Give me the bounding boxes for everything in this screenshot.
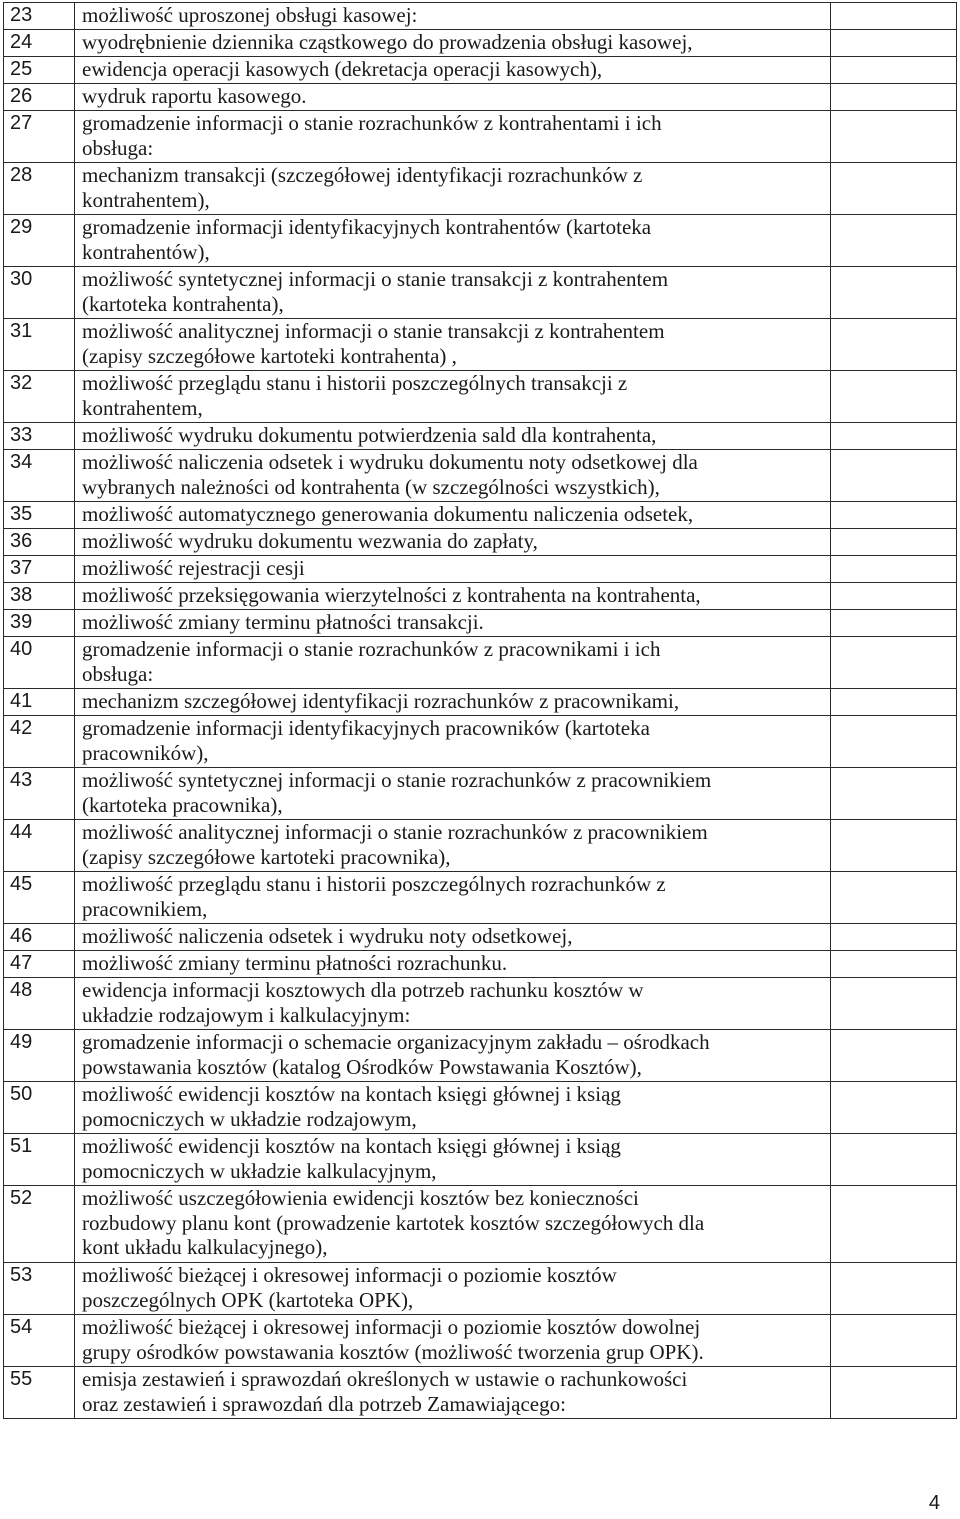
empty-cell bbox=[831, 1186, 957, 1263]
row-number: 52 bbox=[4, 1186, 75, 1263]
requirement-text bbox=[75, 978, 831, 1030]
requirement-text bbox=[75, 951, 831, 978]
requirement-text bbox=[75, 215, 831, 267]
requirement-line: możliwość uproszonej obsługi kasowej: bbox=[82, 3, 418, 27]
requirement-line: kontrahentem, bbox=[82, 395, 203, 420]
table-row bbox=[4, 319, 957, 371]
empty-cell bbox=[831, 1367, 957, 1419]
requirement-line: możliwość ewidencji kosztów na kontach księgi głównej i ksiąg bbox=[82, 1134, 621, 1158]
requirement-text bbox=[75, 820, 831, 872]
table-row bbox=[4, 951, 957, 978]
empty-cell bbox=[831, 163, 957, 215]
requirement-line: powstawania kosztów (katalog Ośrodków Powstawania Kosztów), bbox=[82, 1054, 642, 1079]
requirement-text bbox=[75, 1030, 831, 1082]
requirement-line: możliwość syntetycznej informacji o stanie transakcji z kontrahentem bbox=[82, 267, 669, 291]
requirement-line: grupy ośrodków powstawania kosztów (możliwość tworzenia grup OPK). bbox=[82, 1339, 704, 1364]
requirement-line: (kartoteka pracownika), bbox=[82, 792, 283, 817]
requirement-line: możliwość wydruku dokumentu wezwania do zapłaty, bbox=[82, 529, 538, 553]
requirement-line: kont układu kalkulacyjnego), bbox=[82, 1235, 328, 1259]
row-number: 54 bbox=[4, 1315, 75, 1367]
requirement-line: możliwość zmiany terminu płatności rozrachunku. bbox=[82, 951, 508, 975]
table-row bbox=[4, 689, 957, 716]
row-number: 23 bbox=[4, 3, 75, 30]
requirement-text bbox=[75, 1263, 831, 1315]
table-row bbox=[4, 30, 957, 57]
table-row bbox=[4, 371, 957, 423]
empty-cell bbox=[831, 1263, 957, 1315]
table-row bbox=[4, 529, 957, 556]
table-row bbox=[4, 1186, 957, 1263]
table-row bbox=[4, 637, 957, 689]
requirement-line: (zapisy szczegółowe kartoteki kontrahenta) , bbox=[82, 343, 457, 368]
row-number: 40 bbox=[4, 637, 75, 689]
requirement-text bbox=[75, 1082, 831, 1134]
row-number: 28 bbox=[4, 163, 75, 215]
requirement-line: kontrahentów), bbox=[82, 239, 210, 264]
table-row bbox=[4, 57, 957, 84]
requirement-line: pracownikiem, bbox=[82, 896, 208, 921]
row-number: 51 bbox=[4, 1134, 75, 1186]
empty-cell bbox=[831, 215, 957, 267]
table-row bbox=[4, 716, 957, 768]
requirement-line: możliwość zmiany terminu płatności transakcji. bbox=[82, 610, 484, 634]
requirement-line: mechanizm szczegółowej identyfikacji rozrachunków z pracownikami, bbox=[82, 689, 680, 713]
row-number: 45 bbox=[4, 872, 75, 924]
requirement-line: wybranych należności od kontrahenta (w szczególności wszystkich), bbox=[82, 474, 660, 499]
table-row bbox=[4, 1263, 957, 1315]
requirement-line: możliwość ewidencji kosztów na kontach księgi głównej i ksiąg bbox=[82, 1082, 621, 1106]
table-row bbox=[4, 820, 957, 872]
row-number: 53 bbox=[4, 1263, 75, 1315]
requirement-text bbox=[75, 529, 831, 556]
row-number: 41 bbox=[4, 689, 75, 716]
requirement-text bbox=[75, 556, 831, 583]
requirement-line: możliwość analitycznej informacji o stanie transakcji z kontrahentem bbox=[82, 319, 665, 343]
requirement-text bbox=[75, 1315, 831, 1367]
table-row bbox=[4, 1082, 957, 1134]
row-number: 43 bbox=[4, 768, 75, 820]
requirement-line: możliwość rejestracji cesji bbox=[82, 556, 305, 580]
empty-cell bbox=[831, 423, 957, 450]
requirement-text bbox=[75, 716, 831, 768]
requirements-table bbox=[3, 2, 957, 1419]
requirement-line: pomocniczych w układzie rodzajowym, bbox=[82, 1106, 417, 1131]
table-row bbox=[4, 1134, 957, 1186]
row-number: 36 bbox=[4, 529, 75, 556]
empty-cell bbox=[831, 111, 957, 163]
table-row bbox=[4, 768, 957, 820]
requirement-line: gromadzenie informacji identyfikacyjnych kontrahentów (kartoteka bbox=[82, 215, 652, 239]
empty-cell bbox=[831, 583, 957, 610]
requirement-line: gromadzenie informacji o stanie rozrachunków z pracownikami i ich bbox=[82, 637, 661, 661]
requirement-line: pracowników), bbox=[82, 740, 209, 765]
requirement-text bbox=[75, 924, 831, 951]
row-number: 38 bbox=[4, 583, 75, 610]
requirement-line: możliwość przeglądu stanu i historii poszczególnych rozrachunków z bbox=[82, 872, 666, 896]
requirement-text bbox=[75, 423, 831, 450]
table-row bbox=[4, 3, 957, 30]
empty-cell bbox=[831, 768, 957, 820]
empty-cell bbox=[831, 689, 957, 716]
requirement-line: obsługa: bbox=[82, 661, 154, 686]
requirement-line: możliwość bieżącej i okresowej informacji o poziomie kosztów bbox=[82, 1263, 617, 1287]
requirement-line: możliwość syntetycznej informacji o stanie rozrachunków z pracownikiem bbox=[82, 768, 712, 792]
requirement-line: pomocniczych w układzie kalkulacyjnym, bbox=[82, 1158, 437, 1183]
table-row bbox=[4, 423, 957, 450]
requirement-text bbox=[75, 267, 831, 319]
requirement-text bbox=[75, 768, 831, 820]
table-row bbox=[4, 556, 957, 583]
requirement-line: oraz zestawień i sprawozdań dla potrzeb Zamawiającego: bbox=[82, 1391, 566, 1416]
table-row bbox=[4, 84, 957, 111]
requirement-text bbox=[75, 3, 831, 30]
table-row bbox=[4, 267, 957, 319]
requirement-line: poszczególnych OPK (kartoteka OPK), bbox=[82, 1287, 414, 1312]
row-number: 55 bbox=[4, 1367, 75, 1419]
table-row bbox=[4, 163, 957, 215]
row-number: 35 bbox=[4, 502, 75, 529]
requirement-text bbox=[75, 1186, 831, 1263]
empty-cell bbox=[831, 637, 957, 689]
row-number: 31 bbox=[4, 319, 75, 371]
requirement-text bbox=[75, 163, 831, 215]
table-row bbox=[4, 583, 957, 610]
requirement-line: możliwość przeksięgowania wierzytelności z kontrahenta na kontrahenta, bbox=[82, 583, 701, 607]
empty-cell bbox=[831, 556, 957, 583]
table-row bbox=[4, 978, 957, 1030]
requirement-line: możliwość bieżącej i okresowej informacji o poziomie kosztów dowolnej bbox=[82, 1315, 701, 1339]
requirement-line: emisja zestawień i sprawozdań określonych w ustawie o rachunkowości bbox=[82, 1367, 688, 1391]
table-row bbox=[4, 610, 957, 637]
requirement-text bbox=[75, 57, 831, 84]
row-number: 47 bbox=[4, 951, 75, 978]
empty-cell bbox=[831, 371, 957, 423]
requirement-line: możliwość automatycznego generowania dokumentu naliczenia odsetek, bbox=[82, 502, 694, 526]
row-number: 37 bbox=[4, 556, 75, 583]
table-row bbox=[4, 1315, 957, 1367]
page-number: 4 bbox=[928, 1492, 940, 1514]
requirement-line: (zapisy szczegółowe kartoteki pracownika), bbox=[82, 844, 451, 869]
row-number: 34 bbox=[4, 450, 75, 502]
empty-cell bbox=[831, 1315, 957, 1367]
requirement-line: mechanizm transakcji (szczegółowej identyfikacji rozrachunków z bbox=[82, 163, 643, 187]
empty-cell bbox=[831, 450, 957, 502]
requirement-line: gromadzenie informacji o stanie rozrachunków z kontrahentami i ich bbox=[82, 111, 662, 135]
empty-cell bbox=[831, 30, 957, 57]
row-number: 27 bbox=[4, 111, 75, 163]
requirement-text bbox=[75, 583, 831, 610]
requirements-table-body bbox=[4, 3, 957, 1419]
empty-cell bbox=[831, 502, 957, 529]
requirement-line: możliwość analitycznej informacji o stanie rozrachunków z pracownikiem bbox=[82, 820, 708, 844]
requirement-line: gromadzenie informacji identyfikacyjnych pracowników (kartoteka bbox=[82, 716, 650, 740]
requirement-line: obsługa: bbox=[82, 135, 154, 160]
requirement-line: rozbudowy planu kont (prowadzenie kartotek kosztów szczegółowych dla bbox=[82, 1210, 705, 1235]
empty-cell bbox=[831, 610, 957, 637]
requirement-text bbox=[75, 371, 831, 423]
requirement-text bbox=[75, 84, 831, 111]
empty-cell bbox=[831, 716, 957, 768]
table-row bbox=[4, 215, 957, 267]
row-number: 32 bbox=[4, 371, 75, 423]
requirement-line: układzie rodzajowym i kalkulacyjnym: bbox=[82, 1002, 411, 1027]
empty-cell bbox=[831, 951, 957, 978]
table-row bbox=[4, 872, 957, 924]
requirement-line: możliwość naliczenia odsetek i wydruku dokumentu noty odsetkowej dla bbox=[82, 450, 698, 474]
empty-cell bbox=[831, 1134, 957, 1186]
table-row bbox=[4, 924, 957, 951]
requirement-line: możliwość uszczegółowienia ewidencji kosztów bez konieczności bbox=[82, 1186, 639, 1210]
table-row bbox=[4, 502, 957, 529]
row-number: 30 bbox=[4, 267, 75, 319]
row-number: 26 bbox=[4, 84, 75, 111]
table-row bbox=[4, 111, 957, 163]
empty-cell bbox=[831, 319, 957, 371]
empty-cell bbox=[831, 924, 957, 951]
row-number: 24 bbox=[4, 30, 75, 57]
row-number: 39 bbox=[4, 610, 75, 637]
requirement-line: wyodrębnienie dziennika cząstkowego do prowadzenia obsługi kasowej, bbox=[82, 30, 693, 54]
requirement-text bbox=[75, 610, 831, 637]
table-row bbox=[4, 1030, 957, 1082]
requirement-text bbox=[75, 502, 831, 529]
empty-cell bbox=[831, 529, 957, 556]
requirement-text bbox=[75, 1367, 831, 1419]
row-number: 46 bbox=[4, 924, 75, 951]
row-number: 48 bbox=[4, 978, 75, 1030]
row-number: 49 bbox=[4, 1030, 75, 1082]
requirement-text bbox=[75, 30, 831, 57]
requirement-line: możliwość przeglądu stanu i historii poszczególnych transakcji z bbox=[82, 371, 628, 395]
empty-cell bbox=[831, 1082, 957, 1134]
row-number: 29 bbox=[4, 215, 75, 267]
empty-cell bbox=[831, 872, 957, 924]
row-number: 44 bbox=[4, 820, 75, 872]
row-number: 25 bbox=[4, 57, 75, 84]
table-row bbox=[4, 450, 957, 502]
row-number: 42 bbox=[4, 716, 75, 768]
empty-cell bbox=[831, 820, 957, 872]
requirement-line: (kartoteka kontrahenta), bbox=[82, 291, 284, 316]
requirement-text bbox=[75, 319, 831, 371]
requirement-line: wydruk raportu kasowego. bbox=[82, 84, 307, 108]
requirement-text bbox=[75, 689, 831, 716]
empty-cell bbox=[831, 3, 957, 30]
empty-cell bbox=[831, 1030, 957, 1082]
requirement-text bbox=[75, 872, 831, 924]
row-number: 33 bbox=[4, 423, 75, 450]
row-number: 50 bbox=[4, 1082, 75, 1134]
empty-cell bbox=[831, 57, 957, 84]
requirement-text bbox=[75, 111, 831, 163]
requirement-line: ewidencja informacji kosztowych dla potrzeb rachunku kosztów w bbox=[82, 978, 644, 1002]
requirement-line: gromadzenie informacji o schemacie organizacyjnym zakładu – ośrodkach bbox=[82, 1030, 710, 1054]
empty-cell bbox=[831, 84, 957, 111]
requirement-line: możliwość naliczenia odsetek i wydruku noty odsetkowej, bbox=[82, 924, 573, 948]
requirement-text bbox=[75, 637, 831, 689]
requirement-line: ewidencja operacji kasowych (dekretacja operacji kasowych), bbox=[82, 57, 603, 81]
empty-cell bbox=[831, 267, 957, 319]
empty-cell bbox=[831, 978, 957, 1030]
requirement-line: możliwość wydruku dokumentu potwierdzenia sald dla kontrahenta, bbox=[82, 423, 657, 447]
requirement-text bbox=[75, 450, 831, 502]
requirement-line: kontrahentem), bbox=[82, 187, 210, 212]
table-row bbox=[4, 1367, 957, 1419]
requirement-text bbox=[75, 1134, 831, 1186]
